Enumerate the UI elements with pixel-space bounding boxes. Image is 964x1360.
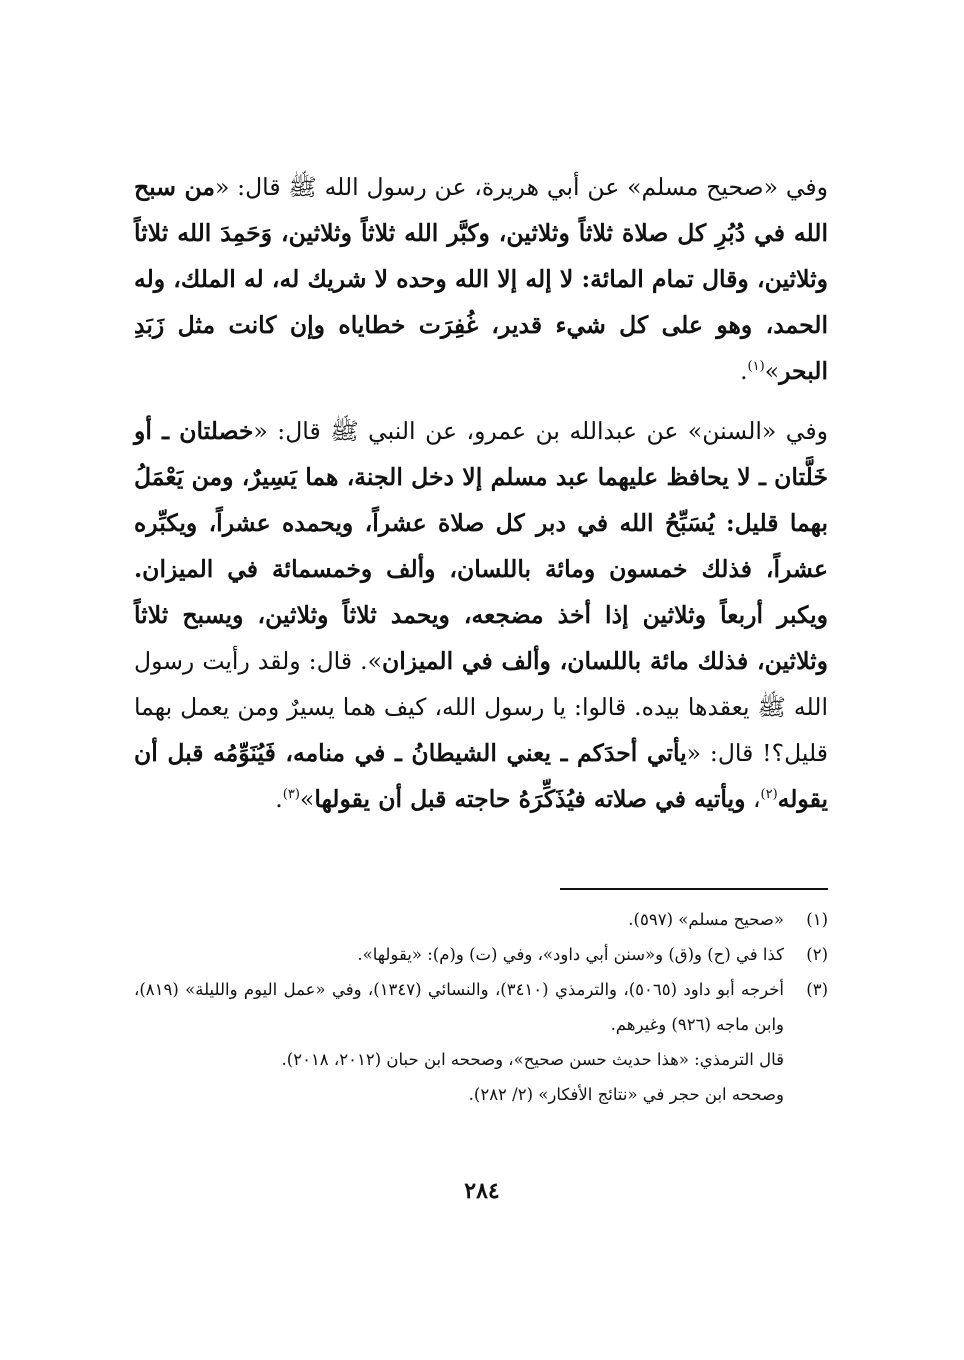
footnote-ref-1: (١): [747, 359, 765, 375]
paragraph-2: [134, 408, 828, 822]
p1-run-5: .: [740, 357, 748, 385]
footnote-2: [134, 937, 828, 972]
footnote-3-tirmidhi-note: قال الترمذي: «هذا حديث حسن صحيح»، وصححه ابن حبان (٢٠١٢، ٢٠١٨).: [281, 1050, 784, 1069]
p2-run-8: »: [299, 785, 315, 813]
p2-run-4-hadith: يأتي أحدَكم ـ يعني الشيطانُ ـ في منامه، فَيُنَوِّمُه قبل أن يقوله: [134, 739, 828, 813]
p2-run-3: ». قال: ولقد رأيت رسول الله ﷺ يعقدها بيده. قالوا: يا رسول الله، كيف هما يسيرٌ ومن يعمل بهما قليل؟! قال: «: [134, 647, 828, 767]
footnote-1: [134, 902, 828, 937]
footnote-number: (١): [806, 910, 828, 929]
footnote-number: (٣): [806, 980, 828, 999]
footnote-ref-3: (٣): [282, 787, 300, 803]
page-number: ٢٨٤: [464, 1178, 500, 1204]
footnotes: [134, 902, 828, 1112]
p1-run-1: وفي «صحيح مسلم» عن أبي هريرة، عن رسول الله ﷺ قال: «: [214, 173, 828, 201]
footnote-3-ibn-hajar-note: وصححه ابن حجر في «نتائج الأفكار» (٢/ ٢٨٢).: [468, 1085, 784, 1104]
footnote-text: كذا في (ح) و(ق) و«سنن أبي داود»، وفي (ت) و(م): «يقولها».: [357, 945, 784, 964]
footnote-3-continuation: [134, 1042, 828, 1112]
p1-run-2-hadith: من سبح الله في دُبُرِ كل صلاة ثلاثاً وثلاثين، وكبَّر الله ثلاثاً وثلاثين، وَحَمِدَ الله ثلاثاً وثلاثين، وقال تمام المائة: لا إله إلا الله وحده لا شريك له، له الملك، وله الحمد، وهو على كل شيء قدير، غُفِرَت خطاياه وإن كانت مثل زَبَدِ البحر: [134, 173, 828, 385]
p2-run-6: ،: [745, 785, 761, 813]
p2-run-1: وفي «السنن» عن عبدالله بن عمرو، عن النبي ﷺ قال: «: [253, 417, 828, 445]
footnote-number: (٢): [806, 945, 828, 964]
footnote-separator: [560, 888, 828, 890]
p2-run-7-hadith: ويأتيه في صلاته فيُذَكِّرَهُ حاجته قبل أن يقولها: [314, 785, 746, 813]
body-text: [134, 164, 828, 822]
footnote-text: أخرجه أبو داود (٥٠٦٥)، والترمذي (٣٤١٠)، والنسائي (١٣٤٧)، وفي «عمل اليوم والليلة» (٨١٩)، وابن ماجه (٩٢٦) وغيرهم.: [134, 980, 784, 1034]
footnote-3: [134, 972, 828, 1042]
paragraph-1: [134, 164, 828, 394]
p2-run-2-hadith: خصلتان ـ أو خَلَّتان ـ لا يحافظ عليهما عبد مسلم إلا دخل الجنة، هما يَسِيرٌ، ومن يَعْمَلُ بهما قليل: يُسَبِّحُ الله في دبر كل صلاة عشراً، ويحمده عشراً، ويكبِّره عشراً، فذلك خمسون ومائة باللسان، وألف وخمسمائة في الميزان. ويكبر أربعاً وثلاثين إذا أخذ مضجعه، ويحمد ثلاثاً وثلاثين، ويسبح ثلاثاً وثلاثين، فذلك مائة باللسان، وألف في الميزان: [134, 417, 828, 675]
p1-run-3: »: [764, 357, 780, 385]
footnote-ref-2: (٢): [760, 787, 778, 803]
p2-run-10: .: [275, 785, 283, 813]
footnote-text: «صحيح مسلم» (٥٩٧).: [628, 910, 784, 929]
